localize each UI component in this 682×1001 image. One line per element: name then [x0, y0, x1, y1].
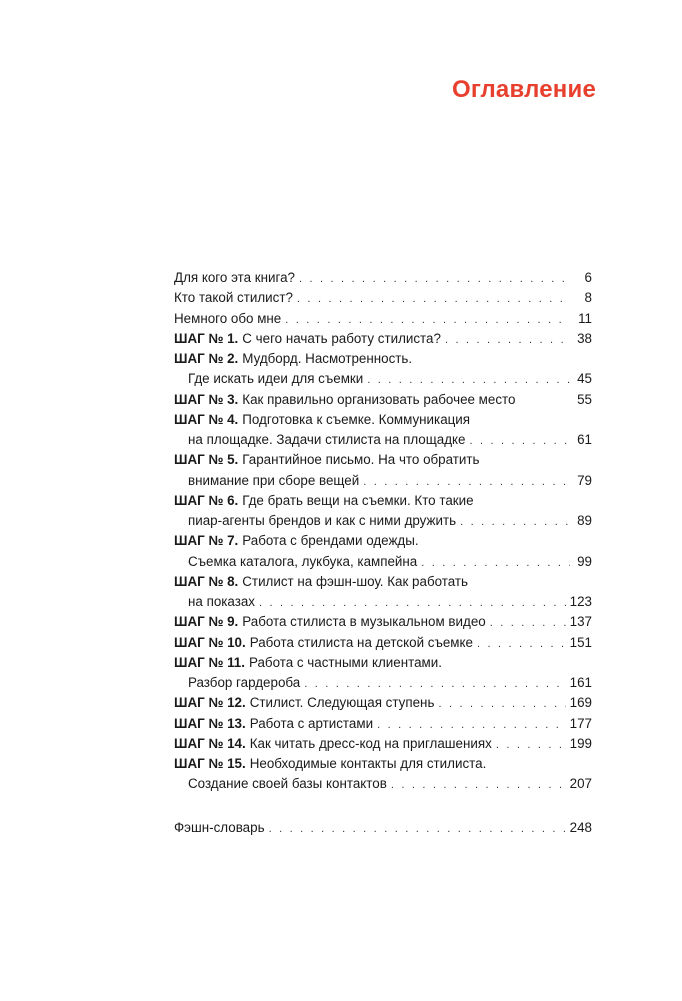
toc-entry[interactable] — [174, 268, 592, 288]
toc-leader-dots — [363, 472, 570, 492]
toc-entry-text: Разбор гардероба — [188, 675, 301, 690]
toc-entry-text: Где брать вещи на съемки. Кто такие — [242, 492, 474, 508]
toc-entry-page: 137 — [569, 614, 592, 630]
toc-entry[interactable] — [174, 511, 592, 531]
toc-leader-dots — [377, 715, 566, 735]
toc-entry-page: 207 — [569, 776, 592, 792]
toc-step-label: ШАГ № 10. — [174, 634, 246, 650]
toc-leader-dots — [299, 269, 570, 289]
toc-leader-dots — [269, 819, 566, 839]
toc-entry-text: Где искать идеи для съемки — [188, 371, 364, 387]
toc-step-label: ШАГ № 5. — [174, 452, 239, 468]
toc-step-label: ШАГ № 6. — [174, 492, 239, 508]
toc-entry-text: Работа стилиста на детской съемке — [249, 634, 473, 650]
toc-entry-text: Необходимые контакты для стилиста. — [249, 756, 487, 771]
toc-step-label: ШАГ № 7. — [174, 533, 239, 549]
toc-entry[interactable] — [174, 471, 592, 491]
page-title: Оглавление — [452, 76, 596, 103]
toc-entry[interactable] — [174, 491, 592, 511]
toc-entry-text: Как читать дресс-код на приглашениях — [249, 735, 492, 751]
toc-leader-dots — [391, 775, 566, 795]
toc-entry[interactable] — [174, 572, 592, 592]
toc-entry[interactable] — [174, 734, 592, 754]
toc-entry-page: 151 — [569, 634, 592, 650]
toc-entry-text: на показах — [188, 594, 255, 609]
toc-entry-text: Для кого эта книга? — [174, 270, 295, 285]
toc-entry-text: Работа с частными клиентами. — [248, 654, 442, 670]
toc-entry[interactable] — [174, 592, 592, 612]
toc-entry[interactable] — [174, 653, 592, 673]
toc-entry[interactable] — [174, 552, 592, 572]
toc-entry-page: 99 — [577, 553, 592, 569]
toc-entry-page: 8 — [584, 290, 592, 306]
toc-entry-text: Мудборд. Насмотренность. — [242, 351, 413, 366]
toc-leader-dots — [285, 310, 570, 330]
toc-entry-page: 61 — [577, 432, 592, 447]
toc-entry-page: 79 — [577, 472, 592, 488]
toc-entry-text: Работа с артистами — [249, 715, 374, 731]
toc-entry[interactable] — [174, 531, 592, 551]
toc-step-label: ШАГ № 14. — [174, 735, 246, 751]
toc-leader-dots — [297, 289, 570, 309]
toc-entry[interactable] — [174, 369, 592, 389]
toc-leader-dots — [460, 512, 570, 532]
toc-leader-dots — [490, 613, 566, 633]
toc-leader-dots — [259, 593, 566, 613]
toc-entry[interactable] — [174, 693, 592, 713]
table-of-contents — [174, 268, 592, 795]
toc-step-label: ШАГ № 13. — [174, 715, 246, 731]
toc-step-label: ШАГ № 4. — [174, 411, 239, 427]
toc-step-label: ШАГ № 3. — [174, 391, 239, 407]
toc-entry[interactable] — [174, 390, 592, 410]
toc-entry-dictionary[interactable] — [174, 818, 592, 838]
toc-entry-text: Кто такой стилист? — [174, 290, 293, 306]
toc-entry-page: 11 — [578, 310, 592, 326]
toc-entry[interactable] — [174, 288, 592, 308]
toc-entry-text: пиар-агенты брендов и как с ними дружить — [188, 513, 457, 528]
toc-entry[interactable] — [174, 754, 592, 774]
toc-step-label: ШАГ № 12. — [174, 695, 246, 711]
toc-entry-text: на площадке. Задачи стилиста на площадке — [188, 432, 466, 447]
toc-leader-dots — [438, 694, 565, 714]
toc-entry[interactable] — [174, 309, 592, 329]
toc-entry-page: 55 — [577, 391, 592, 407]
toc-entry-text: С чего начать работу стилиста? — [242, 330, 441, 346]
toc-entry[interactable] — [174, 450, 592, 470]
toc-entry[interactable] — [174, 673, 592, 693]
toc-entry-page: 45 — [577, 371, 592, 387]
toc-entry-page: 89 — [577, 513, 592, 528]
toc-entry-text: Стилист на фэшн-шоу. Как работать — [242, 573, 469, 589]
toc-entry-text: Создание своей базы контактов — [188, 776, 387, 792]
toc-entry-page: 38 — [577, 330, 592, 346]
toc-entry-page: 248 — [569, 820, 592, 835]
toc-entry[interactable] — [174, 349, 592, 369]
toc-entry-page: 6 — [584, 270, 592, 285]
toc-entry-page: 161 — [569, 675, 592, 690]
toc-entry-text: Немного обо мне — [174, 310, 282, 326]
toc-entry-page: 123 — [569, 594, 592, 609]
toc-entry-text: Фэшн-словарь — [174, 820, 265, 835]
toc-step-label: ШАГ № 15. — [174, 756, 246, 771]
toc-leader-dots — [469, 431, 570, 451]
toc-leader-dots — [304, 674, 565, 694]
toc-leader-dots — [367, 370, 570, 390]
toc-step-label: ШАГ № 2. — [174, 351, 239, 366]
toc-leader-dots — [445, 330, 570, 350]
toc-entry-page: 177 — [569, 715, 592, 731]
toc-entry[interactable] — [174, 430, 592, 450]
toc-step-label: ШАГ № 1. — [174, 330, 239, 346]
toc-entry[interactable] — [174, 633, 592, 653]
toc-step-label: ШАГ № 9. — [174, 614, 239, 630]
toc-entry-text: Как правильно организовать рабочее место — [242, 391, 516, 407]
toc-entry-text: внимание при сборе вещей — [188, 472, 360, 488]
toc-entry[interactable] — [174, 329, 592, 349]
toc-leader-dots — [496, 735, 566, 755]
toc-entry-page: 169 — [569, 695, 592, 711]
toc-step-label: ШАГ № 11. — [174, 654, 245, 670]
toc-entry-text: Работа стилиста в музыкальном видео — [242, 614, 486, 630]
toc-leader-dots — [421, 553, 570, 573]
toc-entry[interactable] — [174, 612, 592, 632]
toc-leader-dots — [477, 634, 566, 654]
toc-entry-text: Стилист. Следующая ступень — [249, 695, 435, 711]
toc-entry[interactable] — [174, 774, 592, 794]
toc-entry-page: 199 — [569, 735, 592, 751]
toc-entry-text: Подготовка к съемке. Коммуникация — [242, 411, 471, 427]
toc-step-label: ШАГ № 8. — [174, 573, 239, 589]
toc-entry-text: Работа с брендами одежды. — [242, 533, 419, 549]
toc-entry-text: Гарантийное письмо. На что обратить — [242, 452, 480, 468]
toc-entry[interactable] — [174, 410, 592, 430]
toc-entry-text: Съемка каталога, лукбука, кампейна — [188, 553, 418, 569]
toc-entry[interactable] — [174, 714, 592, 734]
